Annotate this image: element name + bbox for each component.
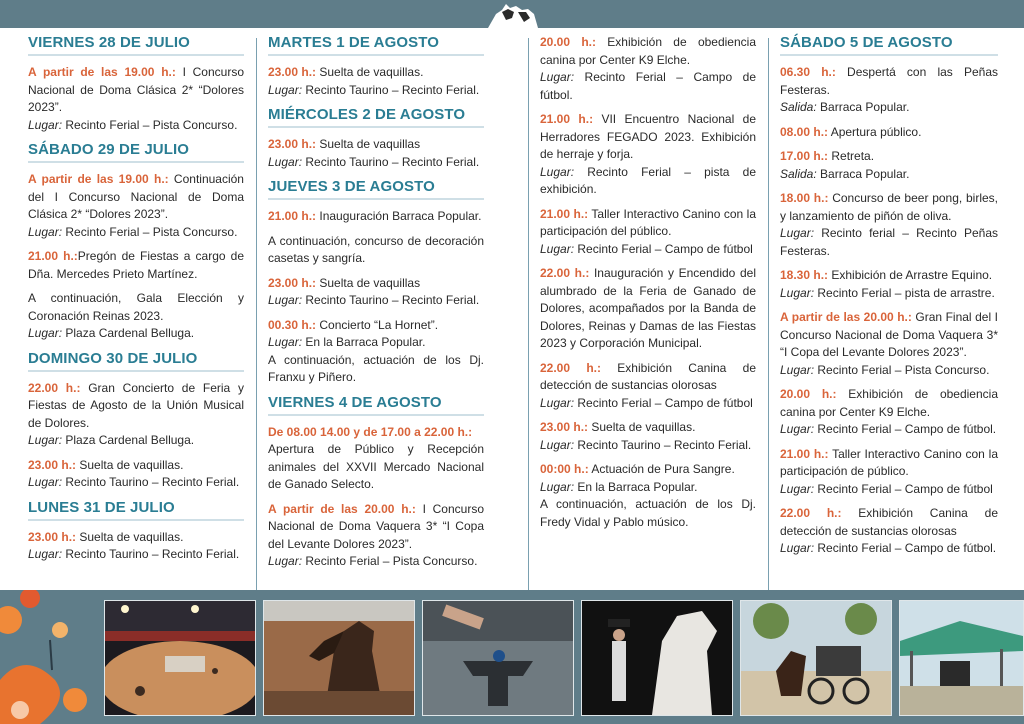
event-place-label: Lugar: — [28, 433, 63, 447]
event-item — [268, 208, 484, 226]
event-item — [780, 505, 998, 558]
event-time: 21.00 h.: — [540, 206, 589, 221]
event-place: Recinto Ferial – Pista Concurso. — [62, 117, 238, 132]
day-heading-underline — [268, 414, 484, 416]
event-item — [540, 419, 756, 454]
event-item — [540, 265, 756, 353]
event-description: Gran Concierto de Feria y Fiestas de Agosto de la Unión Musical de Dolores. — [28, 380, 244, 430]
event-description: Suelta de vaquillas — [316, 137, 421, 151]
day-heading-underline — [28, 161, 244, 163]
event-place-label: Lugar: — [780, 541, 815, 555]
event-place-label: Lugar: — [540, 164, 575, 179]
event-place: Barraca Popular. — [816, 166, 910, 181]
day-heading: SÁBADO 29 DE JULIO — [28, 141, 189, 158]
event-item — [268, 64, 484, 99]
event-place-label: Lugar: — [540, 395, 575, 410]
decorative-flowers-icon — [0, 590, 100, 724]
event-place: Recinto Ferial – Campo de fútbol — [814, 481, 993, 496]
event-item — [268, 233, 484, 268]
event-place-label: Lugar: — [780, 422, 815, 436]
event-place: Barraca Popular. — [816, 100, 910, 114]
event-place-label: Lugar: — [28, 117, 63, 132]
event-time: 21.00 h.: — [780, 446, 829, 461]
program-column-3 — [540, 34, 756, 538]
event-description: Concurso de beer pong, birles, y lanzamiento de piñón de oliva. — [780, 191, 998, 223]
event-time: 23.00 h.: — [28, 457, 77, 472]
event-item — [28, 64, 244, 134]
event-description: Retreta. — [828, 149, 875, 163]
event-description: A continuación, concurso de decoración casetas y sangría. — [268, 233, 484, 265]
event-item — [540, 206, 756, 259]
event-time: A partir de las 20.00 h.: — [268, 501, 416, 516]
event-item — [268, 317, 484, 387]
event-description: Suelta de vaquillas. — [316, 65, 424, 79]
event-item — [268, 424, 484, 494]
day-heading: MIÉRCOLES 2 DE AGOSTO — [268, 106, 466, 123]
event-place: Recinto Ferial – Pista Concurso. — [62, 224, 238, 239]
event-place-label: Lugar: — [780, 226, 815, 240]
program-column-1 — [28, 34, 244, 571]
event-place-label: Lugar: — [268, 335, 303, 349]
event-place: Recinto Ferial – pista de arrastre. — [814, 285, 995, 300]
day-heading-underline — [28, 519, 244, 521]
day-heading: JUEVES 3 DE AGOSTO — [268, 178, 435, 195]
event-place-label: Lugar: — [540, 70, 575, 84]
event-description: Concierto “La Hornet”. — [316, 317, 439, 332]
event-place: Recinto Taurino – Recinto Ferial. — [62, 547, 240, 561]
event-item — [28, 529, 244, 564]
day-heading: DOMINGO 30 DE JULIO — [28, 349, 198, 367]
tents-photo — [899, 600, 1024, 716]
event-description: Suelta de vaquillas. — [76, 529, 184, 544]
dressage-photo — [581, 600, 733, 716]
carriage-photo — [740, 600, 892, 716]
event-place-label: Lugar: — [780, 481, 815, 496]
event-description: I Concurso Nacional de Doma Clásica 2* “Dolores 2023”. — [28, 65, 244, 114]
event-item — [780, 148, 998, 183]
event-description: VII Encuentro Nacional de Herradores FEGADO 2023. Exhibición de herraje y forja. — [540, 112, 756, 161]
event-place: Recinto Taurino – Recinto Ferial. — [62, 475, 240, 489]
column-divider — [768, 38, 769, 590]
event-place-label: Lugar: — [28, 224, 63, 239]
column-divider — [256, 38, 257, 590]
event-time: 21.00 h.: — [540, 112, 594, 126]
event-item — [780, 446, 998, 499]
event-place: Recinto Ferial – Campo de fútbol — [574, 395, 753, 410]
horse-head-icon — [482, 0, 542, 28]
event-place: Recinto Taurino – Recinto Ferial. — [302, 293, 480, 307]
horse-photo — [263, 600, 415, 716]
event-place: En la Barraca Popular. — [574, 479, 698, 494]
program-column-2 — [268, 34, 484, 578]
event-item — [268, 136, 484, 171]
day-heading-underline — [780, 54, 998, 56]
farrier-photo — [422, 600, 574, 716]
event-description: Exhibición de Arrastre Equino. — [828, 268, 993, 282]
event-time: 23.00 h.: — [268, 137, 317, 151]
event-description: Exhibición Canina de detección de sustancias olorosas — [780, 506, 998, 538]
day-heading: SÁBADO 5 DE AGOSTO — [780, 34, 953, 51]
event-place-label: Lugar: — [268, 293, 303, 307]
day-heading-underline — [268, 54, 484, 56]
event-time: 22.00 h.: — [540, 360, 601, 375]
event-place-label: Lugar: — [780, 362, 815, 377]
event-description: Exhibición de obediencia canina por Center K9 Elche. — [540, 35, 756, 67]
day-heading: LUNES 31 DE JULIO — [28, 498, 175, 516]
event-item — [780, 190, 998, 260]
event-place: Plaza Cardenal Belluga. — [62, 433, 195, 447]
event-time: 18.30 h.: — [780, 268, 829, 282]
event-place: Recinto Ferial – Campo de fútbol — [574, 241, 753, 256]
day-heading: VIERNES 4 DE AGOSTO — [268, 393, 442, 411]
event-time: 23.00 h.: — [268, 65, 317, 79]
event-continuation: A continuación, actuación de los Dj. Franxu y Piñero. — [268, 352, 484, 384]
event-item — [540, 111, 756, 199]
event-description: Exhibición de obediencia canina por Center K9 Elche. — [780, 387, 998, 419]
event-time: 22.00 h.: — [540, 266, 590, 280]
event-time: De 08.00 14.00 y de 17.00 a 22.00 h.: — [268, 424, 473, 439]
event-description: Exhibición Canina de detección de sustancias olorosas — [540, 360, 756, 392]
event-place: Recinto Taurino – Recinto Ferial. — [302, 82, 480, 97]
event-description: Apertura público. — [828, 124, 922, 139]
event-place-label: Lugar: — [540, 241, 575, 256]
event-time: 20.00 h.: — [540, 35, 596, 49]
event-item — [28, 290, 244, 343]
event-description: A continuación, Gala Elección y Coronación Reinas 2023. — [28, 291, 244, 323]
event-item — [780, 64, 998, 117]
event-item — [780, 267, 998, 302]
event-item — [28, 380, 244, 450]
event-item — [780, 124, 998, 142]
event-description: Inauguración Barraca Popular. — [316, 209, 482, 223]
event-time: 00:00 h.: — [540, 462, 589, 476]
event-time: 23.00 h.: — [28, 529, 77, 544]
day-heading: VIERNES 28 DE JULIO — [28, 34, 190, 51]
event-time: 21.00 h.: — [28, 249, 78, 263]
event-item — [28, 457, 244, 492]
event-description: Taller Interactivo Canino con la participación del público. — [540, 206, 756, 238]
day-heading-underline — [268, 198, 484, 200]
event-item — [268, 501, 484, 571]
event-place: Recinto Ferial – Pista Concurso. — [814, 362, 990, 377]
event-place-label: Salida: — [780, 100, 817, 114]
event-description: Suelta de vaquillas — [316, 275, 421, 290]
event-continuation: Apertura de Público y Recepción animales del XXVII Mercado Nacional de Ganado Selecto. — [268, 442, 484, 491]
event-description: Actuación de Pura Sangre. — [588, 462, 735, 476]
event-time: 20.00 h.: — [780, 387, 837, 401]
event-place-label: Lugar: — [268, 82, 303, 97]
event-place: Recinto Taurino – Recinto Ferial. — [302, 154, 480, 169]
event-time: 22.00 h.: — [28, 380, 81, 395]
event-place-label: Lugar: — [28, 547, 63, 561]
event-place-label: Lugar: — [268, 554, 303, 568]
event-item — [540, 34, 756, 104]
event-time: 23.00 h.: — [268, 275, 317, 290]
event-time: 06.30 h.: — [780, 65, 836, 79]
day-heading-underline — [28, 370, 244, 372]
event-place: Recinto Ferial – Campo de fútbol. — [540, 70, 756, 102]
event-place-label: Lugar: — [540, 479, 575, 494]
event-item — [780, 309, 998, 379]
event-place-label: Lugar: — [28, 326, 63, 340]
event-time: 00.30 h.: — [268, 317, 317, 332]
event-item — [540, 461, 756, 531]
event-time: A partir de las 19.00 h.: — [28, 172, 169, 186]
event-place: Recinto Ferial – Campo de fútbol. — [814, 422, 997, 436]
event-description: I Concurso Nacional de Doma Vaquera 3* “I Copa del Levante Dolores 2023”. — [268, 501, 484, 551]
event-place: En la Barraca Popular. — [302, 335, 426, 349]
event-description: Despertá con las Peñas Festeras. — [780, 65, 998, 97]
event-description: Gran Final del I Concurso Nacional de Doma Vaquera 3* “I Copa del Levante Dolores 2023”. — [780, 310, 998, 359]
column-divider — [528, 38, 529, 590]
event-item — [780, 386, 998, 439]
event-item — [28, 248, 244, 283]
event-place: Recinto Taurino – Recinto Ferial. — [574, 437, 752, 452]
event-description: Suelta de vaquillas. — [76, 457, 184, 472]
event-time: 23.00 h.: — [540, 420, 589, 434]
event-time: A partir de las 20.00 h.: — [780, 310, 912, 324]
event-place-label: Lugar: — [28, 475, 63, 489]
event-item — [28, 171, 244, 241]
event-place: Recinto ferial – Recinto Peñas Festeras. — [780, 226, 998, 258]
event-time: 22.00 h.: — [780, 506, 842, 520]
event-place: Recinto Ferial – Pista Concurso. — [302, 554, 478, 568]
day-heading: MARTES 1 DE AGOSTO — [268, 34, 439, 51]
event-description: Continuación del I Concurso Nacional de Doma Clásica 2* “Dolores 2023”. — [28, 172, 244, 221]
bullring-photo — [104, 600, 256, 716]
day-heading-underline — [28, 54, 244, 56]
event-time: A partir de las 19.00 h.: — [28, 65, 176, 79]
event-place-label: Lugar: — [540, 437, 575, 452]
event-continuation: A continuación, actuación de los Dj. Fredy Vidal y Pablo músico. — [540, 497, 756, 529]
event-time: 17.00 h.: — [780, 149, 829, 163]
event-description: Pregón de Fiestas a cargo de Dña. Mercedes Prieto Martínez. — [28, 249, 244, 281]
event-item — [268, 275, 484, 310]
event-place-label: Salida: — [780, 166, 817, 181]
event-description: Taller Interactivo Canino con la participación de público. — [780, 446, 998, 478]
event-place: Recinto Ferial – pista de exhibición. — [540, 164, 756, 196]
event-place-label: Lugar: — [268, 154, 303, 169]
event-item — [540, 360, 756, 413]
event-time: 08.00 h.: — [780, 124, 829, 139]
event-time: 21.00 h.: — [268, 209, 317, 223]
event-place-label: Lugar: — [780, 285, 815, 300]
event-place: Plaza Cardenal Belluga. — [62, 326, 195, 340]
event-description: Suelta de vaquillas. — [588, 420, 696, 434]
event-place: Recinto Ferial – Campo de fútbol. — [814, 541, 997, 555]
photo-strip — [0, 590, 1024, 724]
event-time: 18.00 h.: — [780, 191, 829, 205]
event-description: Inauguración y Encendido del alumbrado de la Feria de Ganado de Dolores, acompañados por la Banda de Dolores, Reinas y Damas de las Fiestas 2023 y Corporación Municipal. — [540, 266, 756, 350]
day-heading-underline — [268, 126, 484, 128]
program-column-4 — [780, 34, 998, 565]
